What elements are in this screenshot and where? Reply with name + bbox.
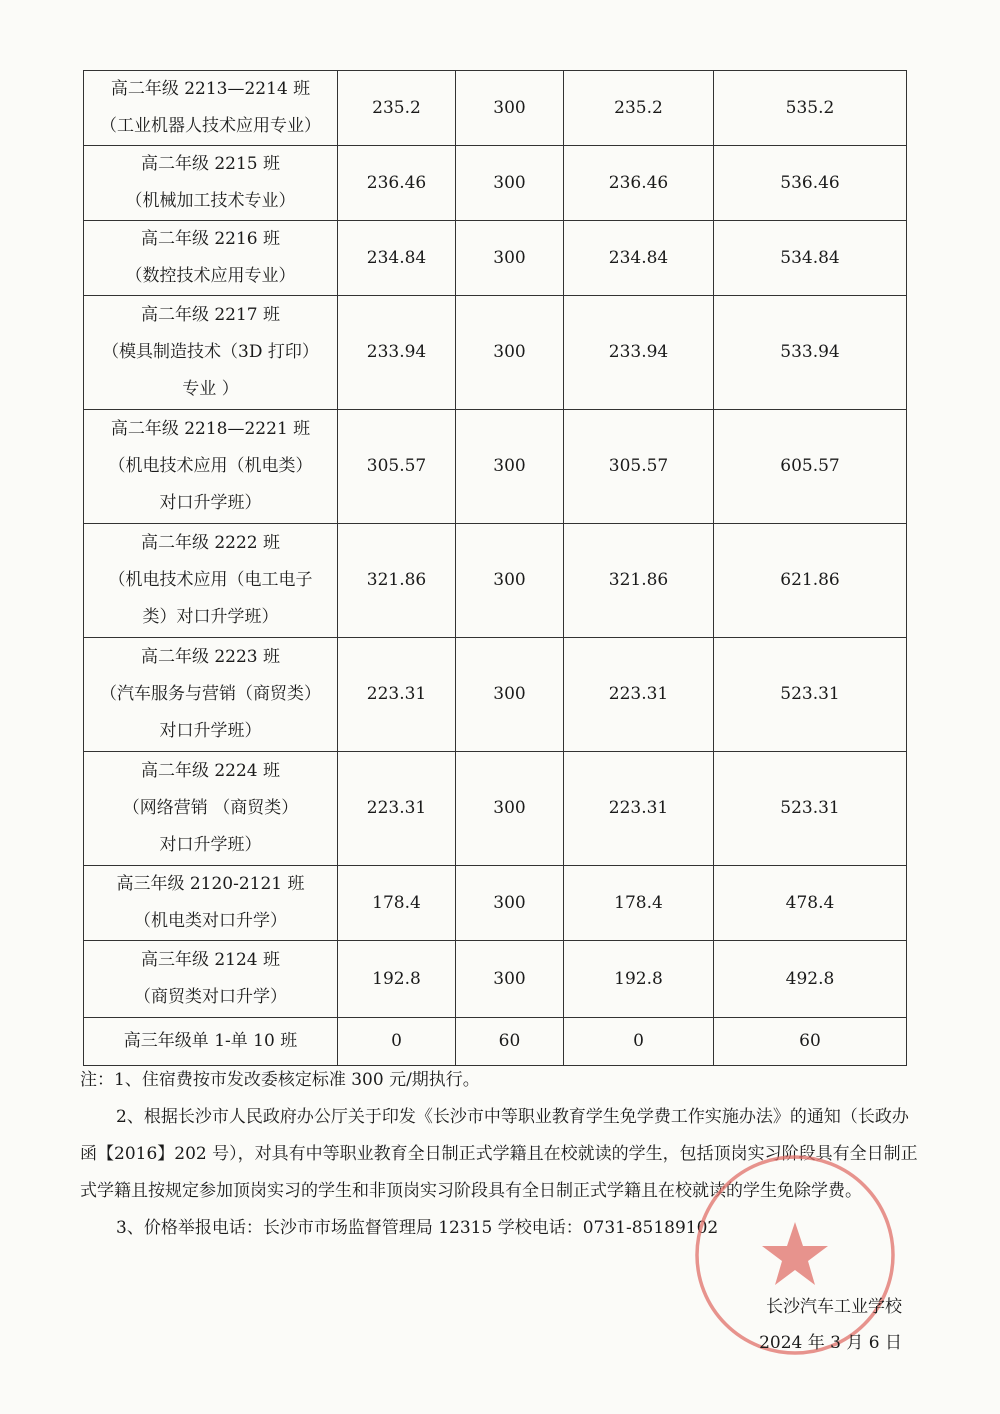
table-row: [84, 866, 907, 941]
remaining-cell: 321.86: [564, 524, 714, 638]
table-row: [84, 1018, 907, 1066]
total-cell: 605.57: [714, 410, 907, 524]
remaining-cell: 235.2: [564, 71, 714, 146]
class-name-line: 高二年级 2224 班: [140, 761, 281, 781]
school-name: 长沙汽车工业学校: [766, 1297, 902, 1317]
class-name-line: 对口升学班）: [159, 721, 262, 741]
total-cell: 621.86: [714, 524, 907, 638]
class-name-line: （网络营销 （商贸类）: [122, 798, 299, 818]
class-name-cell: [84, 221, 338, 296]
lodging-cell: 300: [456, 866, 564, 941]
note-3: 3、价格举报电话：长沙市市场监督管理局 12315 学校电话：0731-85189102: [116, 1218, 719, 1238]
lodging-cell: 300: [456, 146, 564, 221]
class-name-line: 对口升学班）: [159, 493, 262, 513]
tuition-cell: 233.94: [338, 296, 456, 410]
class-name-line: （商贸类对口升学）: [134, 987, 287, 1007]
fee-table-body: [84, 71, 907, 1066]
class-name-cell: [84, 638, 338, 752]
class-name-line: 高三年级 2120-2121 班: [116, 874, 305, 894]
tuition-cell: 192.8: [338, 941, 456, 1018]
remaining-cell: 178.4: [564, 866, 714, 941]
class-name-cell: [84, 1018, 338, 1066]
class-name-line: （工业机器人技术应用专业）: [100, 116, 321, 136]
issue-date: 2024 年 3 月 6 日: [759, 1333, 902, 1353]
table-row: [84, 941, 907, 1018]
lodging-cell: 300: [456, 71, 564, 146]
lodging-cell: 60: [456, 1018, 564, 1066]
class-name-line: （机电技术应用（电工电子: [108, 570, 313, 590]
class-name-line: （模具制造技术（3D 打印）: [102, 342, 319, 362]
class-name-cell: [84, 296, 338, 410]
class-name-line: 专业 ）: [182, 379, 239, 399]
class-name-cell: [84, 524, 338, 638]
class-name-line: 高二年级 2218—2221 班: [110, 419, 311, 439]
total-cell: 492.8: [714, 941, 907, 1018]
remaining-cell: 305.57: [564, 410, 714, 524]
class-name-line: 高三年级单 1-单 10 班: [123, 1031, 298, 1051]
star-icon: [762, 1222, 828, 1285]
tuition-cell: 321.86: [338, 524, 456, 638]
fee-table: [83, 70, 907, 1066]
class-name-line: （机械加工技术专业）: [125, 191, 296, 211]
lodging-cell: 300: [456, 638, 564, 752]
note-1: 注：1、住宿费按市发改委核定标准 300 元/期执行。: [80, 1070, 480, 1090]
class-name-cell: [84, 752, 338, 866]
class-name-cell: [84, 866, 338, 941]
remaining-cell: 234.84: [564, 221, 714, 296]
class-name-line: 高二年级 2216 班: [140, 229, 281, 249]
class-name-line: 高二年级 2222 班: [140, 533, 281, 553]
table-row: [84, 410, 907, 524]
class-name-cell: [84, 71, 338, 146]
class-name-cell: [84, 941, 338, 1018]
remaining-cell: 0: [564, 1018, 714, 1066]
tuition-cell: 223.31: [338, 752, 456, 866]
total-cell: 533.94: [714, 296, 907, 410]
table-row: [84, 296, 907, 410]
tuition-cell: 223.31: [338, 638, 456, 752]
lodging-cell: 300: [456, 296, 564, 410]
total-cell: 534.84: [714, 221, 907, 296]
total-cell: 523.31: [714, 638, 907, 752]
table-row: [84, 221, 907, 296]
lodging-cell: 300: [456, 410, 564, 524]
table-row: [84, 146, 907, 221]
class-name-cell: [84, 146, 338, 221]
table-row: [84, 752, 907, 866]
remaining-cell: 236.46: [564, 146, 714, 221]
total-cell: 60: [714, 1018, 907, 1066]
class-name-line: 高二年级 2215 班: [140, 154, 281, 174]
total-cell: 535.2: [714, 71, 907, 146]
class-name-line: （数控技术应用专业）: [125, 266, 296, 286]
class-name-line: 高二年级 2213—2214 班: [110, 79, 311, 99]
class-name-line: 类）对口升学班）: [142, 607, 279, 627]
table-row: [84, 71, 907, 146]
tuition-cell: 178.4: [338, 866, 456, 941]
remaining-cell: 233.94: [564, 296, 714, 410]
class-name-line: 高三年级 2124 班: [140, 950, 281, 970]
class-name-line: 高二年级 2217 班: [140, 305, 281, 325]
total-cell: 478.4: [714, 866, 907, 941]
remaining-cell: 223.31: [564, 638, 714, 752]
class-name-cell: [84, 410, 338, 524]
total-cell: 536.46: [714, 146, 907, 221]
class-name-line: （机电技术应用（机电类）: [108, 456, 313, 476]
table-row: [84, 638, 907, 752]
tuition-cell: 234.84: [338, 221, 456, 296]
remaining-cell: 223.31: [564, 752, 714, 866]
tuition-cell: 236.46: [338, 146, 456, 221]
class-name-line: （机电类对口升学）: [134, 911, 287, 931]
class-name-line: 对口升学班）: [159, 835, 262, 855]
tuition-cell: 305.57: [338, 410, 456, 524]
table-row: [84, 524, 907, 638]
tuition-cell: 235.2: [338, 71, 456, 146]
remaining-cell: 192.8: [564, 941, 714, 1018]
lodging-cell: 300: [456, 221, 564, 296]
class-name-line: 高二年级 2223 班: [140, 647, 281, 667]
lodging-cell: 300: [456, 752, 564, 866]
lodging-cell: 300: [456, 941, 564, 1018]
total-cell: 523.31: [714, 752, 907, 866]
note-2: 2、根据长沙市人民政府办公厅关于印发《长沙市中等职业教育学生免学费工作实施办法》的通知（长政办函【2016】202 号），对具有中等职业教育全日制正式学籍且在校就读的学生，包括顶岗实习阶段具有全日制正式学籍且按规定参加顶岗实习的学生和非顶岗实习阶段具有全日制正式学籍且在校就读的学生免除学费。: [80, 1107, 918, 1201]
tuition-cell: 0: [338, 1018, 456, 1066]
lodging-cell: 300: [456, 524, 564, 638]
class-name-line: （汽车服务与营销（商贸类）: [100, 684, 321, 704]
